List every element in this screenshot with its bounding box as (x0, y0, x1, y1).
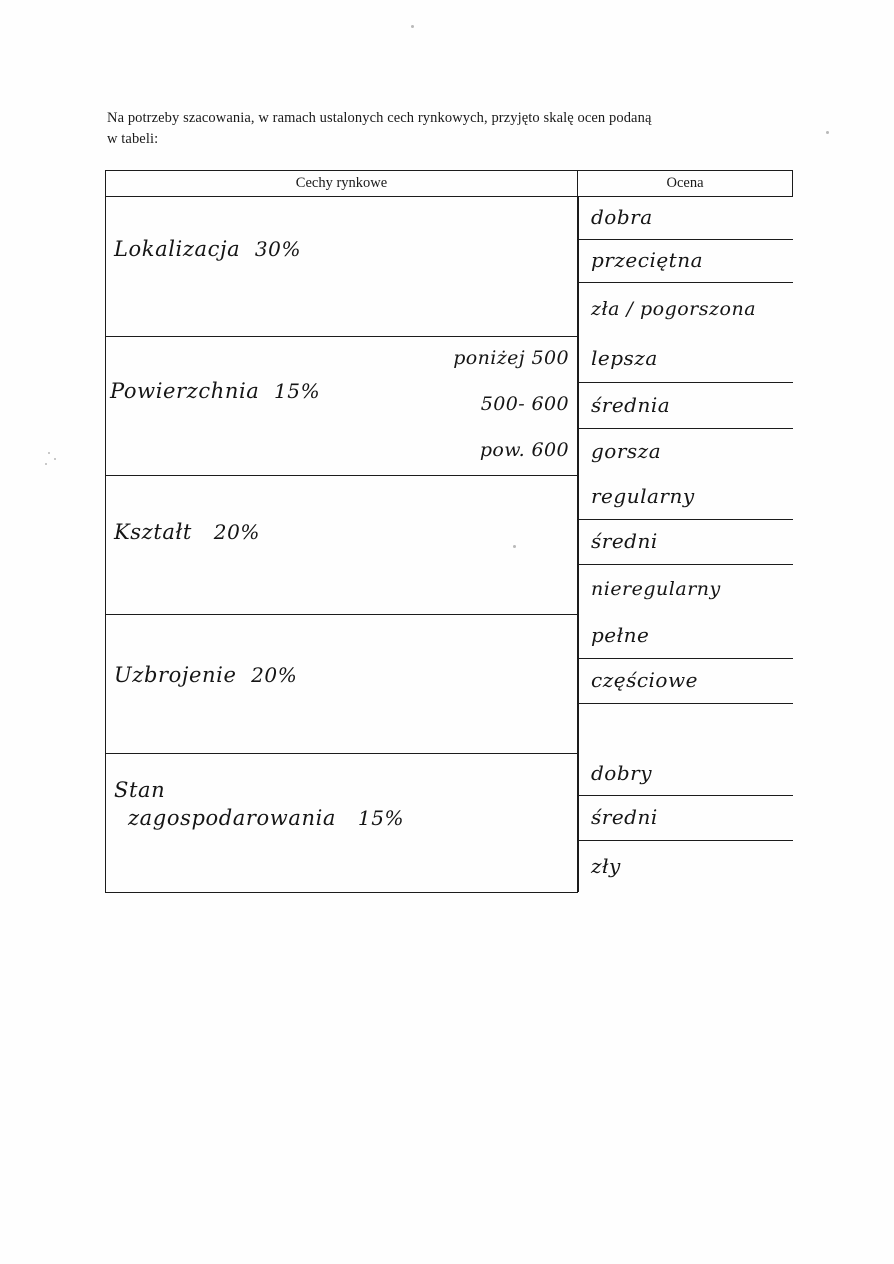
grade-cell (579, 197, 793, 240)
grade-cell (579, 659, 793, 704)
table-row (106, 475, 793, 614)
grade-cell (579, 753, 793, 796)
feature-cell-localization (106, 197, 578, 337)
table-row (106, 753, 793, 892)
scan-speck-icon (54, 458, 56, 460)
grade-label: pełne (591, 623, 650, 648)
grade-cell (579, 796, 793, 841)
feature-cell-shape (106, 475, 578, 614)
intro-paragraph (107, 108, 797, 150)
grade-label: regularny (591, 484, 695, 509)
grade-cell (579, 614, 793, 659)
feature-label: Powierzchnia 15% (110, 378, 321, 403)
grade-label: dobra (591, 205, 653, 230)
table-row (106, 197, 793, 337)
feature-cell-area (106, 336, 578, 475)
grade-label: lepsza (591, 346, 658, 371)
grade-label: zła / pogorszona (591, 297, 757, 320)
feature-cell-development-state (106, 753, 578, 892)
grade-cell (579, 841, 793, 893)
column-header-grade: Ocena (578, 171, 793, 197)
grade-label: zły (591, 853, 621, 878)
grade-label: częściowe (591, 668, 698, 693)
grade-label: nieregularny (591, 577, 721, 600)
grade-cell (579, 520, 793, 565)
grade-cell (579, 383, 793, 429)
feature-label: Uzbrojenie 20% (114, 662, 298, 687)
feature-label-line-1: Stan (114, 777, 166, 802)
scan-speck-icon (411, 25, 414, 28)
grade-label: gorsza (591, 439, 662, 464)
option-label: 500- 600 (480, 393, 569, 416)
feature-label: Kształt 20% (114, 519, 261, 544)
grade-stack-cell (578, 336, 793, 475)
grade-label: przeciętna (591, 248, 704, 273)
table-row (106, 336, 793, 475)
scan-speck-icon (48, 452, 50, 454)
grade-label: średni (591, 805, 658, 830)
grade-stack-cell (578, 475, 793, 614)
grade-cell (579, 475, 793, 520)
feature-label-line-2: zagospodarowania 15% (128, 805, 405, 830)
option-label: pow. 600 (479, 439, 569, 462)
grade-cell (579, 704, 793, 754)
intro-line-2: w tabeli: (107, 131, 159, 148)
option-label: poniżej 500 (453, 347, 569, 370)
intro-line-1: Na potrzeby szacowania, w ramach ustalonych cech rynkowych, przyjęto skalę ocen podaną (107, 110, 652, 126)
feature-label: Lokalizacja 30% (114, 237, 302, 261)
grade-cell (579, 565, 793, 615)
grade-cell (579, 429, 793, 476)
grade-cell (579, 240, 793, 283)
grade-label: średnia (591, 392, 671, 417)
scan-speck-icon (826, 131, 829, 134)
column-header-features: Cechy rynkowe (106, 171, 578, 197)
grade-cell (579, 336, 793, 383)
grade-cell (579, 283, 793, 337)
scan-speck-icon (45, 463, 47, 465)
table-row (106, 614, 793, 753)
grade-stack-cell (578, 197, 793, 337)
grade-label: dobry (591, 761, 653, 786)
table-header-row (106, 171, 793, 197)
feature-cell-utilities (106, 614, 578, 753)
grade-label: średni (591, 529, 658, 554)
market-features-table (105, 170, 793, 893)
grade-stack-cell (578, 753, 793, 892)
grade-stack-cell (578, 614, 793, 753)
